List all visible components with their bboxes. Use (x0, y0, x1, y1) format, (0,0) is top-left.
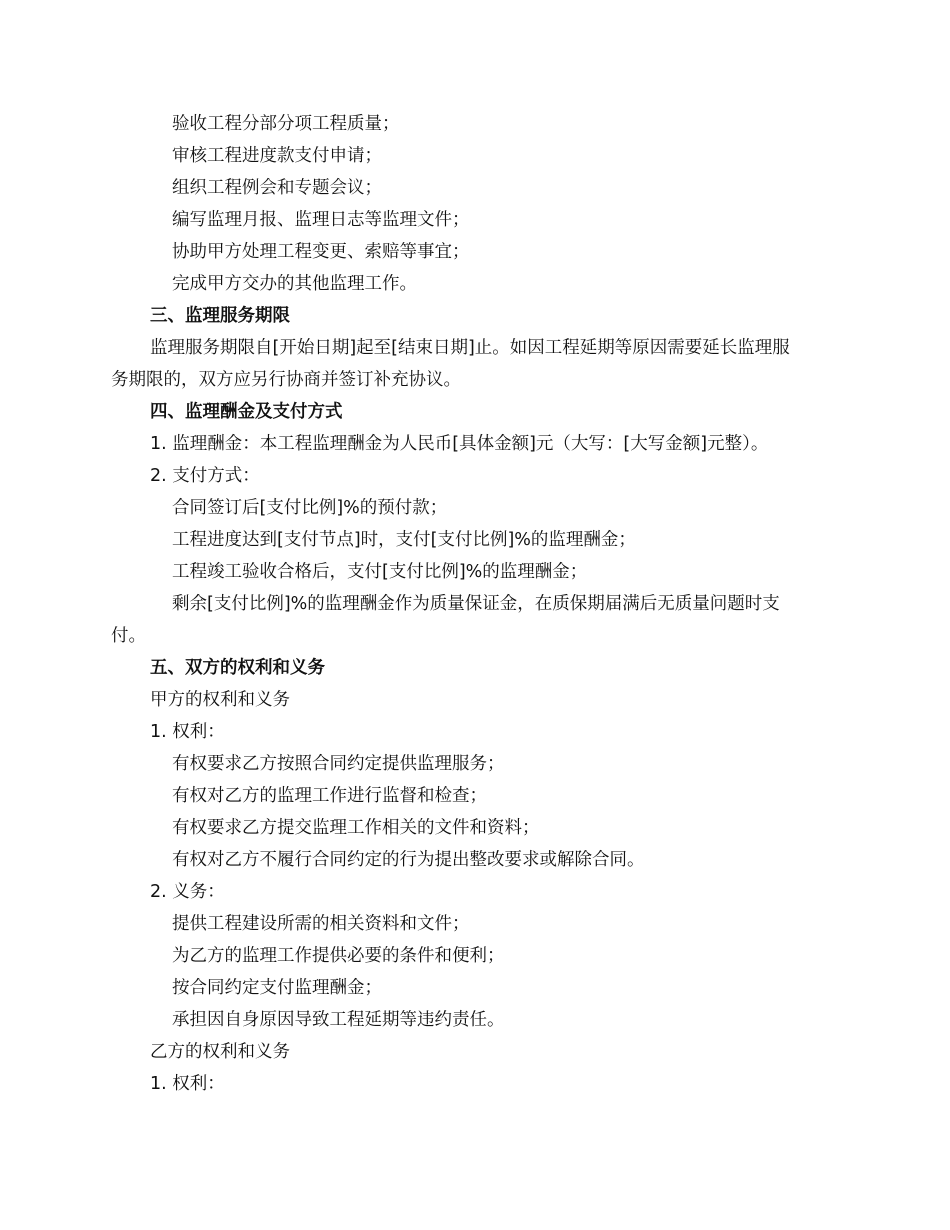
list-item: 有权要求乙方提交监理工作相关的文件和资料； (172, 818, 540, 838)
paragraph-line: 监理服务期限自[开始日期]起至[结束日期]止。如因工程延期等原因需要延长监理服 (150, 338, 790, 358)
document-body (0, 108, 950, 1100)
list-item: 为乙方的监理工作提供必要的条件和便利； (172, 946, 505, 966)
section-heading: 四、监理酬金及支付方式 (150, 402, 343, 422)
paragraph-line: 甲方的权利和义务 (150, 690, 290, 710)
section-heading: 三、监理服务期限 (150, 306, 290, 326)
list-item: 工程竣工验收合格后，支付[支付比例]%的监理酬金； (172, 562, 588, 582)
paragraph-line: 乙方的权利和义务 (150, 1042, 290, 1062)
list-item: 剩余[支付比例]%的监理酬金作为质量保证金，在质保期届满后无质量问题时支 (172, 594, 780, 614)
list-item: 验收工程分部分项工程质量； (172, 114, 400, 134)
continuation-line: 付。 (111, 626, 146, 646)
list-item: 编写监理月报、监理日志等监理文件； (172, 210, 470, 230)
paragraph-line: 1. 监理酬金：本工程监理酬金为人民币[具体金额]元（大写：[大写金额]元整）。 (150, 434, 769, 454)
paragraph-line: 2. 支付方式： (150, 466, 260, 486)
list-item: 组织工程例会和专题会议； (172, 178, 382, 198)
list-item: 审核工程进度款支付申请； (172, 146, 382, 166)
list-item: 合同签订后[支付比例]%的预付款； (172, 498, 448, 518)
paragraph-line: 1. 权利： (150, 722, 225, 742)
paragraph-line: 1. 权利： (150, 1074, 225, 1094)
list-item: 承担因自身原因导致工程延期等违约责任。 (172, 1010, 505, 1030)
list-item: 完成甲方交办的其他监理工作。 (172, 274, 417, 294)
list-item: 按合同约定支付监理酬金； (172, 978, 382, 998)
list-item: 提供工程建设所需的相关资料和文件； (172, 914, 470, 934)
list-item: 有权要求乙方按照合同约定提供监理服务； (172, 754, 505, 774)
continuation-line: 务期限的，双方应另行协商并签订补充协议。 (111, 370, 461, 390)
list-item: 协助甲方处理工程变更、索赔等事宜； (172, 242, 470, 262)
list-item: 工程进度达到[支付节点]时，支付[支付比例]%的监理酬金； (172, 530, 636, 550)
section-heading: 五、双方的权利和义务 (150, 658, 325, 678)
list-item: 有权对乙方的监理工作进行监督和检查； (172, 786, 487, 806)
list-item: 有权对乙方不履行合同约定的行为提出整改要求或解除合同。 (172, 850, 645, 870)
paragraph-line: 2. 义务： (150, 882, 225, 902)
